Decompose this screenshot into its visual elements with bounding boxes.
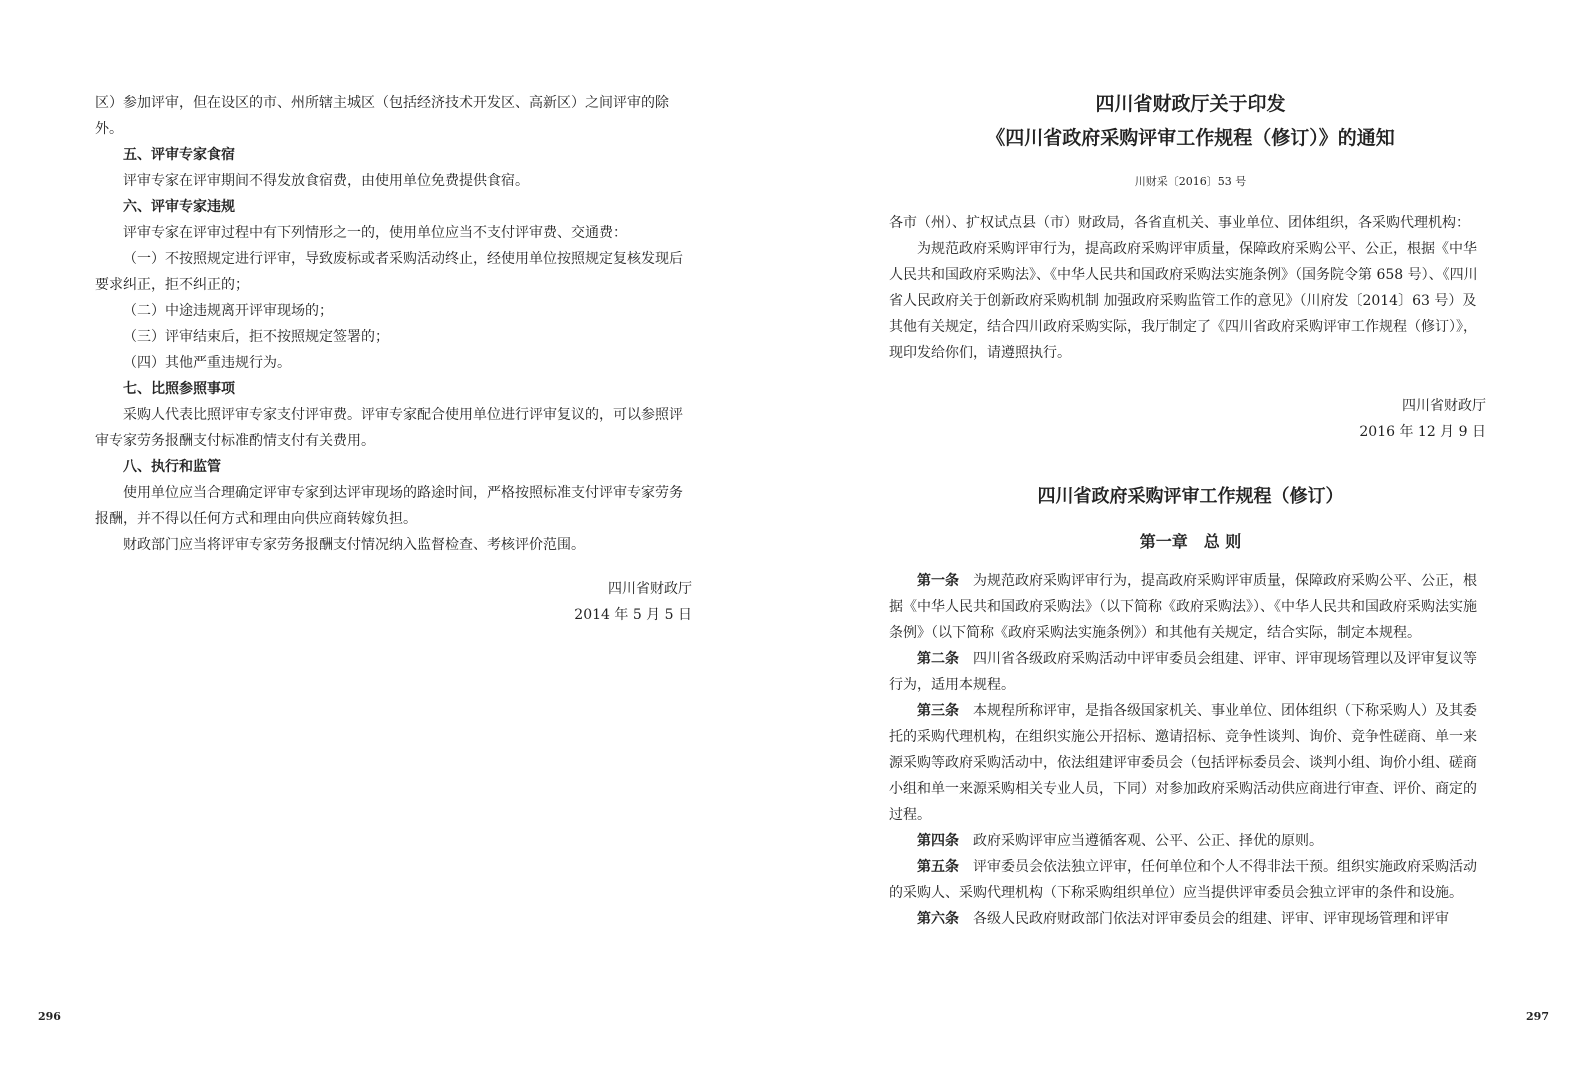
article-label: 第四条 — [917, 833, 959, 849]
right-signature — [889, 393, 1486, 445]
signature-org: 四川省财政厅 — [1402, 398, 1486, 414]
paragraph: 采购人代表比照评审专家支付评审费。评审专家配合使用单位进行评审复议的，可以参照评审专家劳务报酬支付标准酌情支付有关费用。 — [95, 407, 683, 449]
list-item: （一）不按照规定进行评审，导致废标或者采购活动终止，经使用单位按照规定复核发现后要求纠正，拒不纠正的； — [95, 251, 683, 293]
paragraph: 区）参加评审，但在设区的市、州所辖主城区（包括经济技术开发区、高新区）之间评审的除外。 — [95, 95, 669, 137]
list-item: （四）其他严重违规行为。 — [123, 355, 291, 371]
article-text: 政府采购评审应当遵循客观、公平、公正、择优的原则。 — [973, 833, 1323, 849]
article — [889, 828, 1486, 854]
list-item: （二）中途违规离开评审现场的； — [123, 303, 333, 319]
article — [889, 906, 1486, 932]
left-page — [0, 0, 793, 1077]
right-page — [794, 0, 1587, 1077]
signature-org: 四川省财政厅 — [608, 581, 692, 597]
paragraph: 评审专家在评审过程中有下列情形之一的，使用单位应当不支付评审费、交通费： — [123, 225, 627, 241]
paragraph: 使用单位应当合理确定评审专家到达评审现场的路途时间，严格按照标准支付评审专家劳务报酬，并不得以任何方式和理由向供应商转嫁负担。 — [95, 485, 683, 527]
article-text: 四川省各级政府采购活动中评审委员会组建、评审、评审现场管理以及评审复议等行为，适用本规程。 — [889, 651, 1477, 693]
article — [889, 646, 1486, 698]
left-signature — [95, 576, 692, 628]
notice-title-line1: 四川省财政厅关于印发 — [1095, 93, 1286, 115]
article-text: 为规范政府采购评审行为，提高政府采购评审质量，保障政府采购公平、公正，根据《中华人民共和国政府采购法》（以下简称《政府采购法》）、《中华人民共和国政府采购法实施条例》（以下简称《政府采购法实施条例》）和其他有关规定，结合实际，制定本规程。 — [889, 573, 1477, 641]
section-heading: 六、评审专家违规 — [123, 199, 235, 215]
article-text: 各级人民政府财政部门依法对评审委员会的组建、评审、评审现场管理和评审 — [973, 911, 1449, 927]
list-item: （三）评审结束后，拒不按照规定签署的； — [123, 329, 389, 345]
article-label: 第二条 — [917, 651, 959, 667]
section-heading: 八、执行和监管 — [123, 459, 221, 475]
regulation-body — [889, 568, 1486, 932]
article-text: 本规程所称评审，是指各级国家机关、事业单位、团体组织（下称采购人）及其委托的采购代理机构，在组织实施公开招标、邀请招标、竞争性谈判、询价、竞争性磋商、单一来源采购等政府采购活动中，依法组建评审委员会（包括评标委员会、谈判小组、询价小组、磋商小组和单一来源采购相关专业人员，下同）对参加政府采购活动供应商进行审查、评价、商定的过程。 — [889, 703, 1477, 823]
notice-body — [889, 210, 1486, 366]
article-label: 第五条 — [917, 859, 959, 875]
addressee: 各市（州）、扩权试点县（市）财政局，各省直机关、事业单位、团体组织，各采购代理机构： — [889, 215, 1470, 231]
article-text: 评审委员会依法独立评审，任何单位和个人不得非法干预。组织实施政府采购活动的采购人、采购代理机构（下称采购组织单位）应当提供评审委员会独立评审的条件和设施。 — [889, 859, 1477, 901]
article — [889, 854, 1486, 906]
paragraph: 财政部门应当将评审专家劳务报酬支付情况纳入监督检查、考核评价范围。 — [123, 537, 585, 553]
article-label: 第六条 — [917, 911, 959, 927]
page-number: 297 — [1526, 1010, 1549, 1023]
notice-title-line2: 《四川省政府采购评审工作规程（修订）》的通知 — [986, 127, 1395, 149]
page-number: 296 — [38, 1010, 61, 1023]
article — [889, 568, 1486, 646]
chapter-heading: 第一章 总 则 — [1139, 532, 1242, 551]
article — [889, 698, 1486, 828]
left-page-body — [95, 90, 692, 628]
paragraph: 评审专家在评审期间不得发放食宿费，由使用单位免费提供食宿。 — [123, 173, 529, 189]
signature-date: 2014 年 5 月 5 日 — [574, 607, 692, 623]
article-label: 第三条 — [917, 703, 959, 719]
section-heading: 五、评审专家食宿 — [123, 147, 235, 163]
section-heading: 七、比照参照事项 — [123, 381, 235, 397]
signature-date: 2016 年 12 月 9 日 — [1359, 424, 1486, 440]
document-number: 川财采〔2016〕53 号 — [1134, 175, 1247, 188]
article-label: 第一条 — [917, 573, 959, 589]
regulation-title: 四川省政府采购评审工作规程（修订） — [1037, 486, 1344, 507]
paragraph: 为规范政府采购评审行为，提高政府采购评审质量，保障政府采购公平、公正，根据《中华人民共和国政府采购法》、《中华人民共和国政府采购法实施条例》（国务院令第 658 号）、《四川省人民政府关于创新政府采购机制 加强政府采购监管工作的意见》（川府发〔2014〕63 号）及其他有关规定，结合四川政府采购实际，我厅制定了《四川省政府采购评审工作规程（修订）》，现印发给你们，请遵照执行。 — [889, 241, 1478, 361]
